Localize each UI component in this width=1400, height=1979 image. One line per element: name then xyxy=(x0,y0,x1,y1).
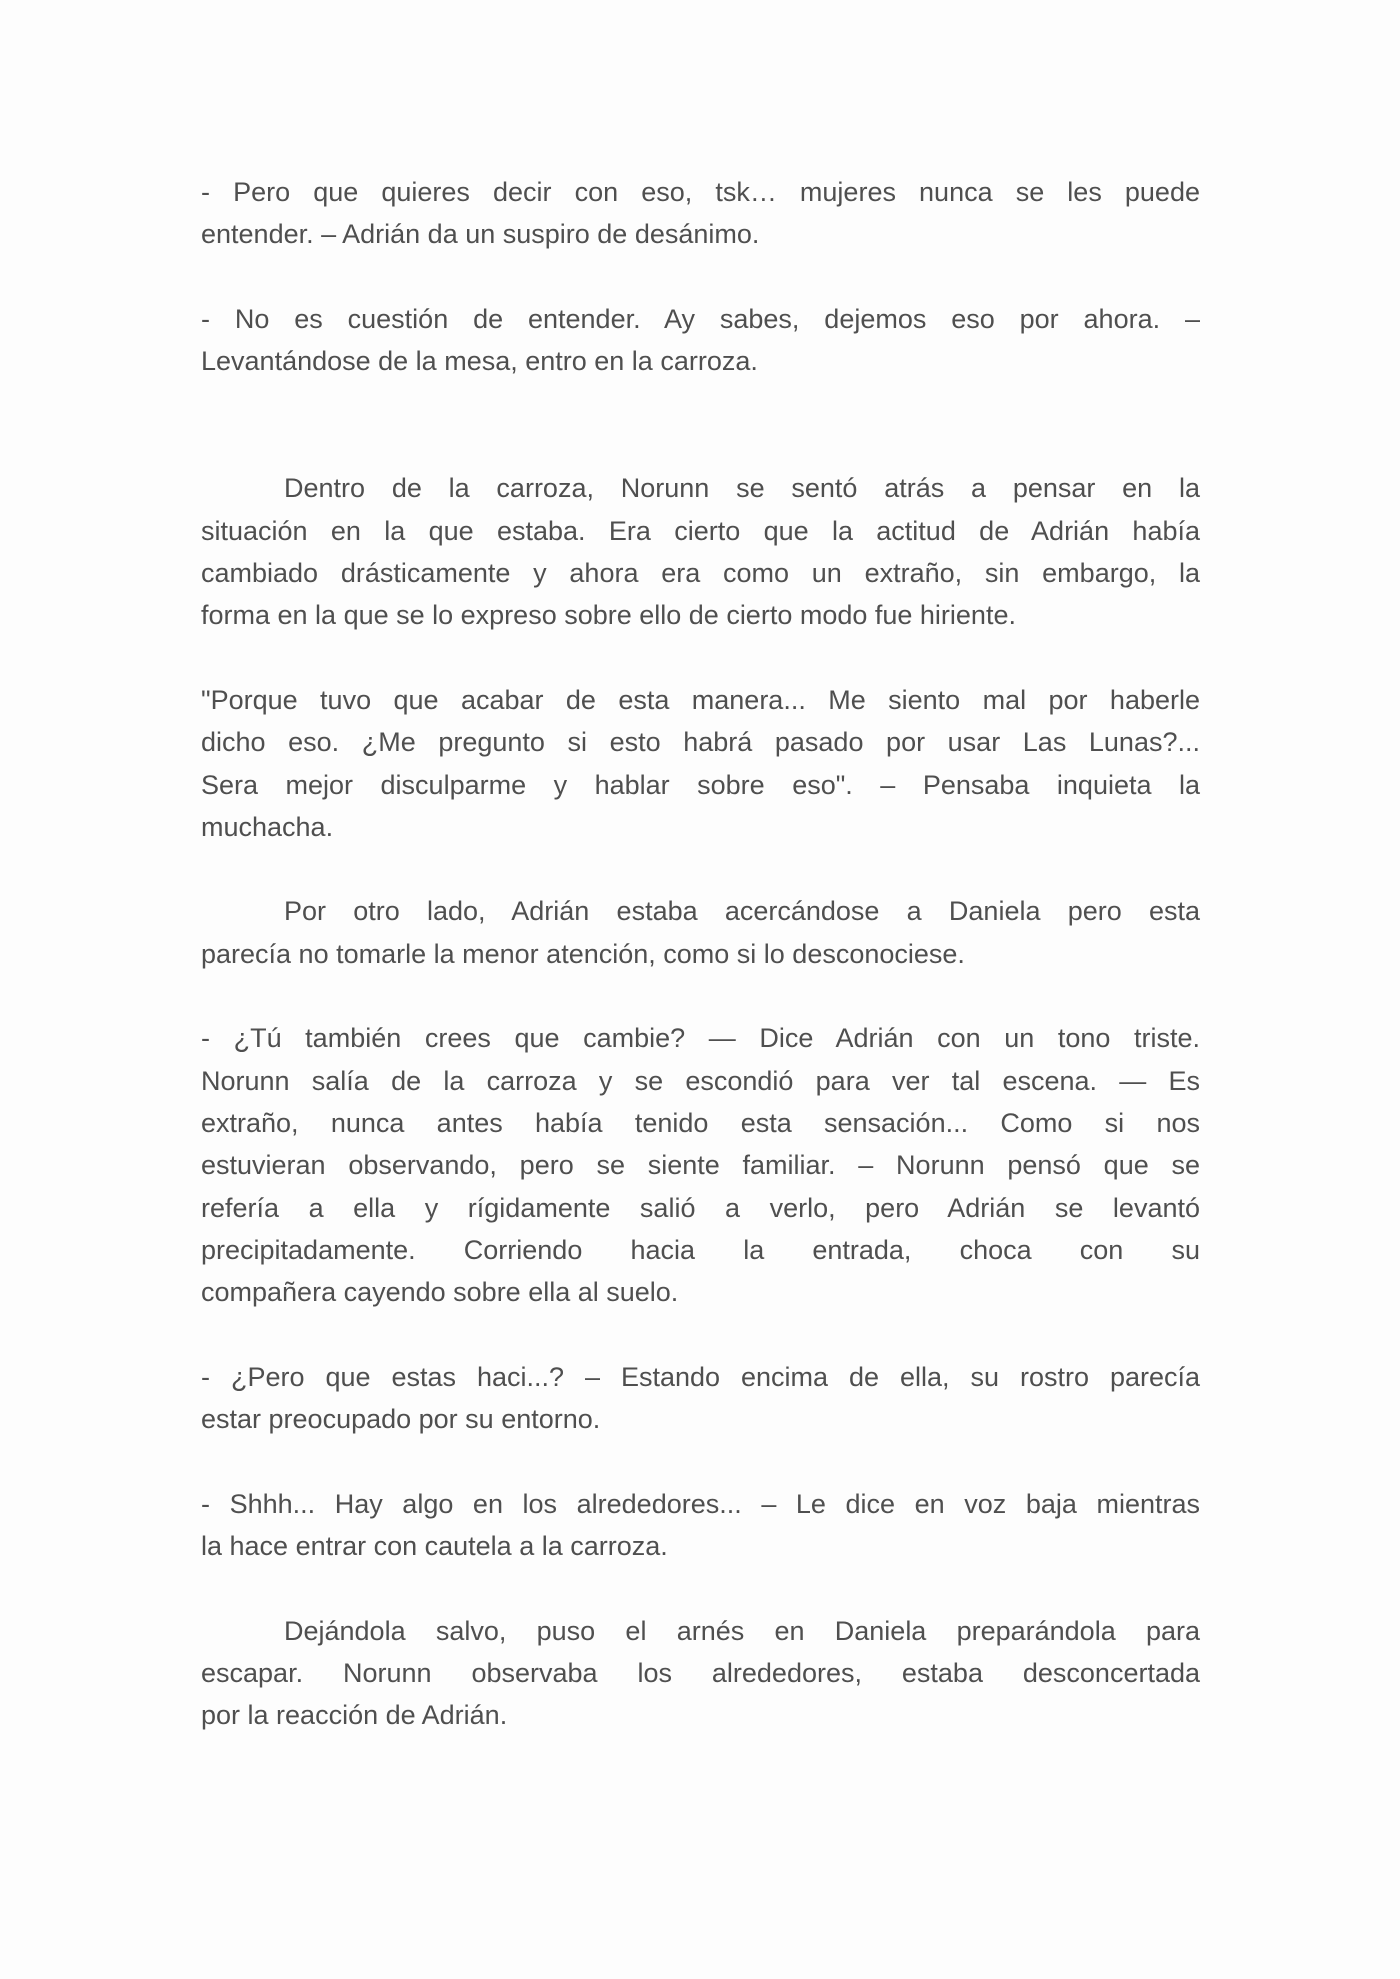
paragraph xyxy=(201,890,1200,975)
text-line: dicho eso. ¿Me pregunto si esto habrá pasado por usar Las Lunas?... xyxy=(201,727,1200,758)
text-line: extraño, nunca antes había tenido esta sensación... Como si nos xyxy=(201,1107,1200,1138)
text-line: - Pero que quieres decir con eso, tsk… mujeres nunca se les puede xyxy=(201,177,1200,207)
text-line: refería a ella y rígidamente salió a verlo, pero Adrián se levantó xyxy=(201,1192,1200,1223)
text-line: situación en la que estaba. Era cierto que la actitud de Adrián había xyxy=(201,515,1200,546)
document-page xyxy=(201,171,1200,1779)
text-line: Levantándose de la mesa, entro en la carroza. xyxy=(201,346,758,377)
text-line: parecía no tomarle la menor atención, como si lo desconociese. xyxy=(201,938,965,969)
text-line: "Porque tuvo que acabar de esta manera... Me siento mal por haberle xyxy=(201,684,1200,715)
paragraph xyxy=(201,467,1200,636)
text-line: forma en la que se lo expreso sobre ello de cierto modo fue hiriente. xyxy=(201,600,1016,631)
text-line: por la reacción de Adrián. xyxy=(201,1700,508,1731)
text-line: entender. – Adrián da un suspiro de desánimo. xyxy=(201,219,760,250)
text-line: escapar. Norunn observaba los alrededores, estaba desconcertada xyxy=(201,1657,1200,1688)
text-line: la hace entrar con cautela a la carroza. xyxy=(201,1530,668,1561)
text-line: - ¿Tú también crees que cambie? — Dice Adrián con un tono triste. xyxy=(201,1023,1200,1054)
paragraph xyxy=(201,1483,1200,1568)
text-line: cambiado drásticamente y ahora era como un extraño, sin embargo, la xyxy=(201,558,1200,589)
text-line: - No es cuestión de entender. Ay sabes, dejemos eso por ahora. – xyxy=(201,303,1200,334)
paragraph xyxy=(201,1017,1200,1313)
text-line: compañera cayendo sobre ella al suelo. xyxy=(201,1277,679,1308)
text-line: estar preocupado por su entorno. xyxy=(201,1404,601,1435)
text-line: estuvieran observando, pero se siente familiar. – Norunn pensó que se xyxy=(201,1150,1200,1181)
text-line: - Shhh... Hay algo en los alrededores... – Le dice en voz baja mientras xyxy=(201,1488,1200,1519)
text-line: Norunn salía de la carroza y se escondió para ver tal escena. — Es xyxy=(201,1065,1200,1096)
text-line: muchacha. xyxy=(201,811,334,842)
text-line: Dejándola salvo, puso el arnés en Daniela preparándola para xyxy=(284,1615,1200,1646)
text-line: Sera mejor disculparme y hablar sobre eso". – Pensaba inquieta la xyxy=(201,769,1200,800)
paragraph xyxy=(201,1356,1200,1441)
paragraph xyxy=(201,1610,1200,1737)
text-line: Por otro lado, Adrián estaba acercándose a Daniela pero esta xyxy=(284,896,1200,927)
text-line: precipitadamente. Corriendo hacia la entrada, choca con su xyxy=(201,1234,1200,1265)
text-line: Dentro de la carroza, Norunn se sentó atrás a pensar en la xyxy=(284,473,1200,504)
paragraph xyxy=(201,171,1200,256)
paragraph xyxy=(201,679,1200,848)
text-line: - ¿Pero que estas haci...? – Estando encima de ella, su rostro parecía xyxy=(201,1361,1200,1392)
paragraph xyxy=(201,298,1200,383)
